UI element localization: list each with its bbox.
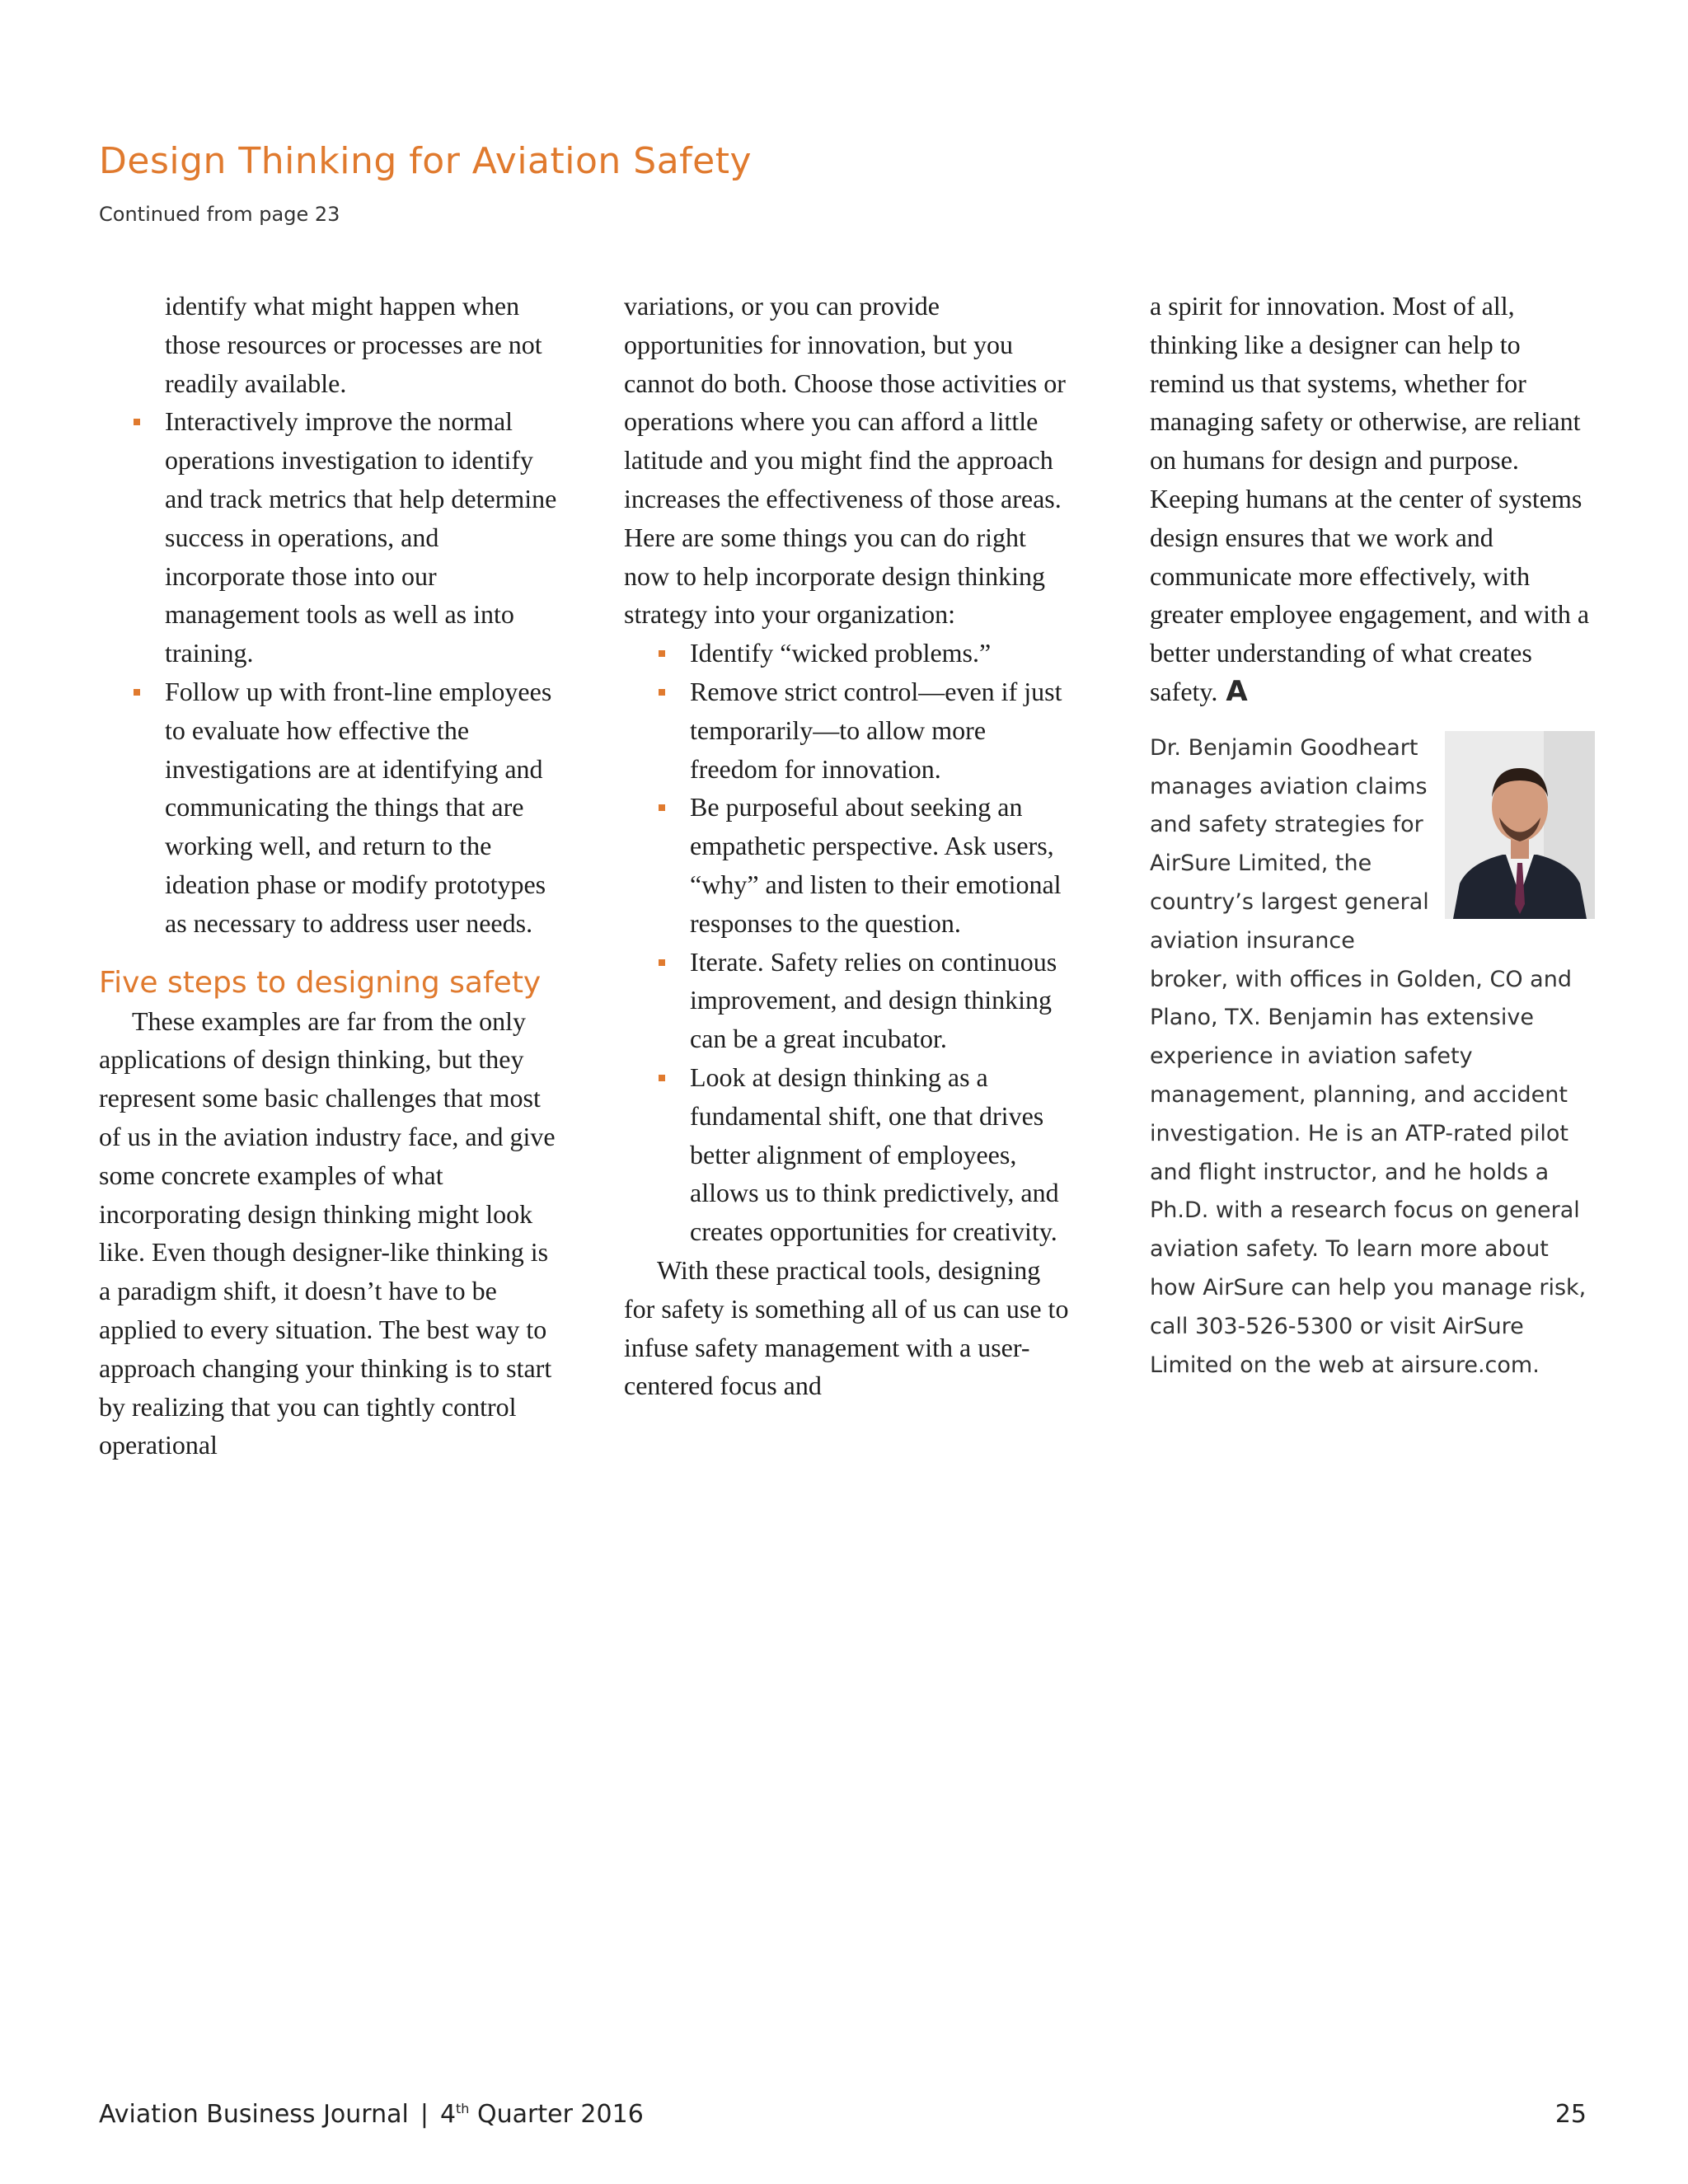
issue-quarter-number: 4: [439, 2100, 457, 2129]
end-of-article-mark: A: [1226, 674, 1248, 708]
list-item: Follow up with front-line employees to evaluate how effective the investigations are at identifying and communicating the things that are working well, and return to the ideation phase or modify prototypes as necessary to address user needs.: [99, 673, 560, 943]
page-number: 25: [1554, 2100, 1587, 2129]
list-item: Be purposeful about seeking an empathetic perspective. Ask users, “why” and listen to their emotional responses to the question.: [624, 788, 1069, 942]
author-photo: [1445, 731, 1595, 919]
bullet-square-icon: [659, 1075, 665, 1081]
list-item: Interactively improve the normal operations investigation to identify and track metrics that help determine success in operations, and incorporate those into our management tools as well as into training.: [99, 402, 560, 673]
list-item: Identify “wicked problems.”: [624, 634, 1069, 673]
bullet-list-1: [99, 402, 560, 942]
issue-quarter-suffix: th: [456, 2101, 470, 2116]
footer-separator: |: [420, 2100, 429, 2129]
bullet-square-icon: [659, 650, 665, 657]
list-item: Remove strict control—even if just temporarily—to allow more freedom for innovation.: [624, 673, 1069, 788]
author-bio-text: Dr. Benjamin Goodheart manages aviation claims and safety strategies for AirSure Limited, the country’s largest general aviation insurance broker, with offices in Golden, CO and Plano, TX. Benjamin has extensive experience in aviation safety management, planning, and accident investigation. He is an ATP-rated pilot and flight instructor, and he holds a Ph.D. with a research focus on general aviation safety. To learn more about how AirSure can help you manage risk, call 303-526-5300 or visit AirSure Limited on the web at airsure.com.: [1150, 734, 1587, 1378]
footer-publication: [99, 2100, 644, 2129]
section-heading: Five steps to designing safety: [99, 965, 542, 1000]
bullet-square-icon: [659, 959, 665, 966]
list-item: Iterate. Safety relies on continuous improvement, and design thinking can be a great incubator.: [624, 943, 1069, 1058]
body-paragraph: a spirit for innovation. Most of all, thinking like a designer can help to remind us that systems, whether for managing safety or otherwise, are reliant on humans for design and purpose. Keeping humans at the center of systems design ensures that we work and communicate more effectively, with greater employee engagement, and with a better understanding of what creates safety. A: [1150, 291, 1590, 708]
bullet-square-icon: [134, 689, 140, 696]
continued-bullet-text: identify what might happen when those resources or processes are not readily available.: [165, 291, 542, 398]
bullet-square-icon: [659, 689, 665, 696]
continued-note: Continued from page 23: [99, 203, 340, 226]
article-title: Design Thinking for Aviation Safety: [99, 140, 753, 182]
column-1: [99, 287, 560, 1465]
column-3: [1150, 287, 1595, 1385]
bullet-square-icon: [134, 419, 140, 425]
bullet-list-2: [624, 634, 1069, 1251]
body-paragraph: With these practical tools, designing for safety is something all of us can use to infuse safety management with a user-centered focus and: [624, 1254, 1069, 1401]
body-paragraph: These examples are far from the only applications of design thinking, but they represent some basic challenges that most of us in the aviation industry face, and give some concrete examples of what incorporating design thinking might look like. Even though designer-like thinking is a paradigm shift, it doesn’t have to be applied to every situation. The best way to approach changing your thinking is to start by realizing that you can tightly control operational: [99, 1005, 556, 1460]
list-item: Look at design thinking as a fundamental shift, one that drives better alignment of employees, allows us to think predictively, and creates opportunities for creativity.: [624, 1058, 1069, 1251]
column-2: [624, 287, 1069, 1405]
issue-quarter: Quarter 2016: [477, 2100, 644, 2129]
body-paragraph: variations, or you can provide opportunities for innovation, but you cannot do both. Choose those activities or operations where you can afford a little latitude and you might find the approach increases the effectiveness of those areas. Here are some things you can do right now to help incorporate design thinking strategy into your organization:: [624, 291, 1066, 630]
author-bio: [1150, 729, 1595, 1385]
portrait-icon: [1445, 731, 1595, 919]
publication-name: Aviation Business Journal: [99, 2100, 409, 2129]
bullet-square-icon: [659, 804, 665, 811]
